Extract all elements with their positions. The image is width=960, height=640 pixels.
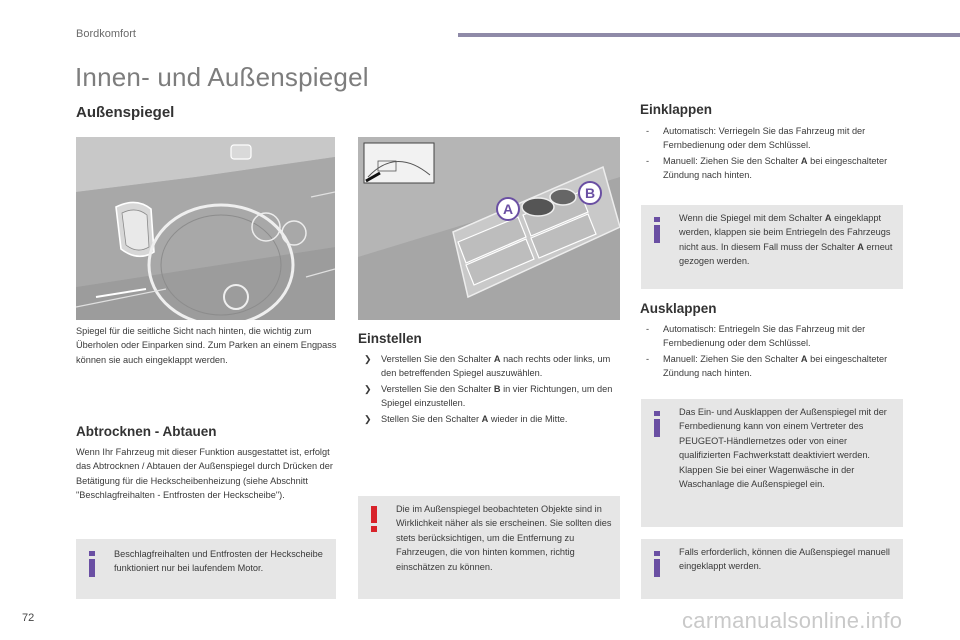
arrow-bullet-icon: ❯ [364, 354, 372, 364]
info-icon [651, 411, 663, 437]
heading-einstellen: Einstellen [358, 331, 422, 346]
info-icon [651, 217, 663, 243]
heading-ausklappen: Ausklappen [640, 301, 717, 316]
dashboard-illustration [76, 137, 335, 320]
warning-box-text [396, 502, 612, 574]
arrow-bullet-icon: ❯ [364, 413, 372, 424]
dashboard-drawing [76, 137, 335, 320]
info-icon [651, 551, 663, 577]
heading-aussenspiegel: Außenspiegel [76, 104, 175, 121]
info-box-manual-paragraph: Falls erforderlich, können die Außenspiegel manuell eingeklappt werden. [679, 547, 890, 572]
info-box-fold-text [679, 211, 895, 269]
info-box-unfold [641, 399, 903, 527]
watermark: carmanualsonline.info [682, 608, 903, 633]
fold-step: - Automatisch: Verriegeln Sie das Fahrzeug mit der Fernbedienung oder dem Schlüssel. [646, 126, 866, 151]
warning-paragraph: Die im Außenspiegel beobachteten Objekte sind in Wirklichkeit näher als sie erscheinen. Sie sollten dies stets berücksichtigen, um die Entfernung zu Fahrzeugen, die von hinten kommen, richtig einschätzen zu können. [396, 504, 612, 572]
info-icon [86, 551, 98, 577]
adjust-step: ❯ Stellen Sie den Schalter A wieder in die Mitte. [362, 412, 620, 426]
info-box-fold [641, 205, 903, 289]
adjust-list [362, 352, 620, 426]
defrost-text: Wenn Ihr Fahrzeug mit dieser Funktion ausgestattet ist, erfolgt das Abtrocknen / Abtauen der Außenspiegel durch Drücken der Betätigung für die Heckscheibenheizung (siehe Abschnitt "Beschlagfreihalten - Entfrosten der Heckscheibe"). [76, 447, 333, 501]
mirror-caption-text: Spiegel für die seitliche Sicht nach hinten, die wichtig zum Überholen oder Einparken sind. Zum Parken an einem Engpass können sie auch eingeklappt werden. [76, 326, 337, 365]
info-box-defrost-paragraph: Beschlagfreihalten und Entfrosten der Heckscheibe funktioniert nur bei laufendem Motor. [114, 549, 323, 574]
door-switch-drawing [358, 137, 620, 320]
fold-step: - Manuell: Ziehen Sie den Schalter A bei eingeschalteter Zündung nach hinten. [646, 155, 888, 181]
header-accent-bar [458, 33, 960, 37]
info-box-manual [641, 539, 903, 599]
fold-list [644, 124, 906, 183]
exclamation-icon [368, 506, 380, 532]
label-a: A [502, 201, 514, 217]
defrost-paragraph [76, 445, 338, 503]
heading-einklappen: Einklappen [640, 102, 713, 117]
heading-abtrocknen: Abtrocknen - Abtauen [76, 424, 217, 439]
info-box-defrost-text [114, 547, 328, 576]
unfold-step: - Manuell: Ziehen Sie den Schalter A bei eingeschalteter Zündung nach hinten. [646, 353, 888, 379]
page-number: 72 [22, 612, 35, 624]
adjust-steps [362, 352, 620, 427]
label-b: B [584, 185, 596, 201]
unfold-step: - Automatisch: Entriegeln Sie das Fahrzeug mit der Fernbedienung oder dem Schlüssel. [646, 324, 866, 349]
mirror-caption [76, 324, 338, 367]
warning-box [358, 496, 620, 599]
arrow-bullet-icon: ❯ [364, 383, 372, 394]
unfold-steps [644, 322, 906, 382]
adjust-step: ❯ Verstellen Sie den Schalter B in vier Richtungen, um den Spiegel einzustellen. [364, 383, 613, 409]
fold-steps [644, 124, 906, 184]
info-box-manual-text [679, 545, 895, 574]
door-switch-illustration [358, 137, 620, 320]
section-label: Bordkomfort [76, 28, 136, 40]
unfold-list [644, 322, 906, 381]
info-box-unfold-paragraph-1: Das Ein- und Ausklappen der Außenspiegel mit der Fernbedienung kann von einem Vertreter des PEUGEOT-Händlernetzes oder von einer qualifizierten Fachwerkstatt deaktiviert werden. [679, 407, 887, 461]
page-title: Innen- und Außenspiegel [75, 62, 369, 92]
info-box-unfold-text [679, 405, 895, 491]
info-box-fold-paragraph: Wenn die Spiegel mit dem Schalter A eingeklappt werden, klappen sie beim Entriegeln des Fahrzeugs nicht aus. In diesem Fall muss der Schalter A erneut gezogen werden. [679, 213, 893, 267]
adjust-step: ❯ Verstellen Sie den Schalter A nach rechts oder links, um den betreffenden Spiegel auszuwählen. [364, 354, 611, 379]
info-box-defrost [76, 539, 336, 599]
info-box-unfold-paragraph-2: Klappen Sie bei einer Wagenwäsche in der Waschanlage die Außenspiegel ein. [679, 464, 855, 490]
